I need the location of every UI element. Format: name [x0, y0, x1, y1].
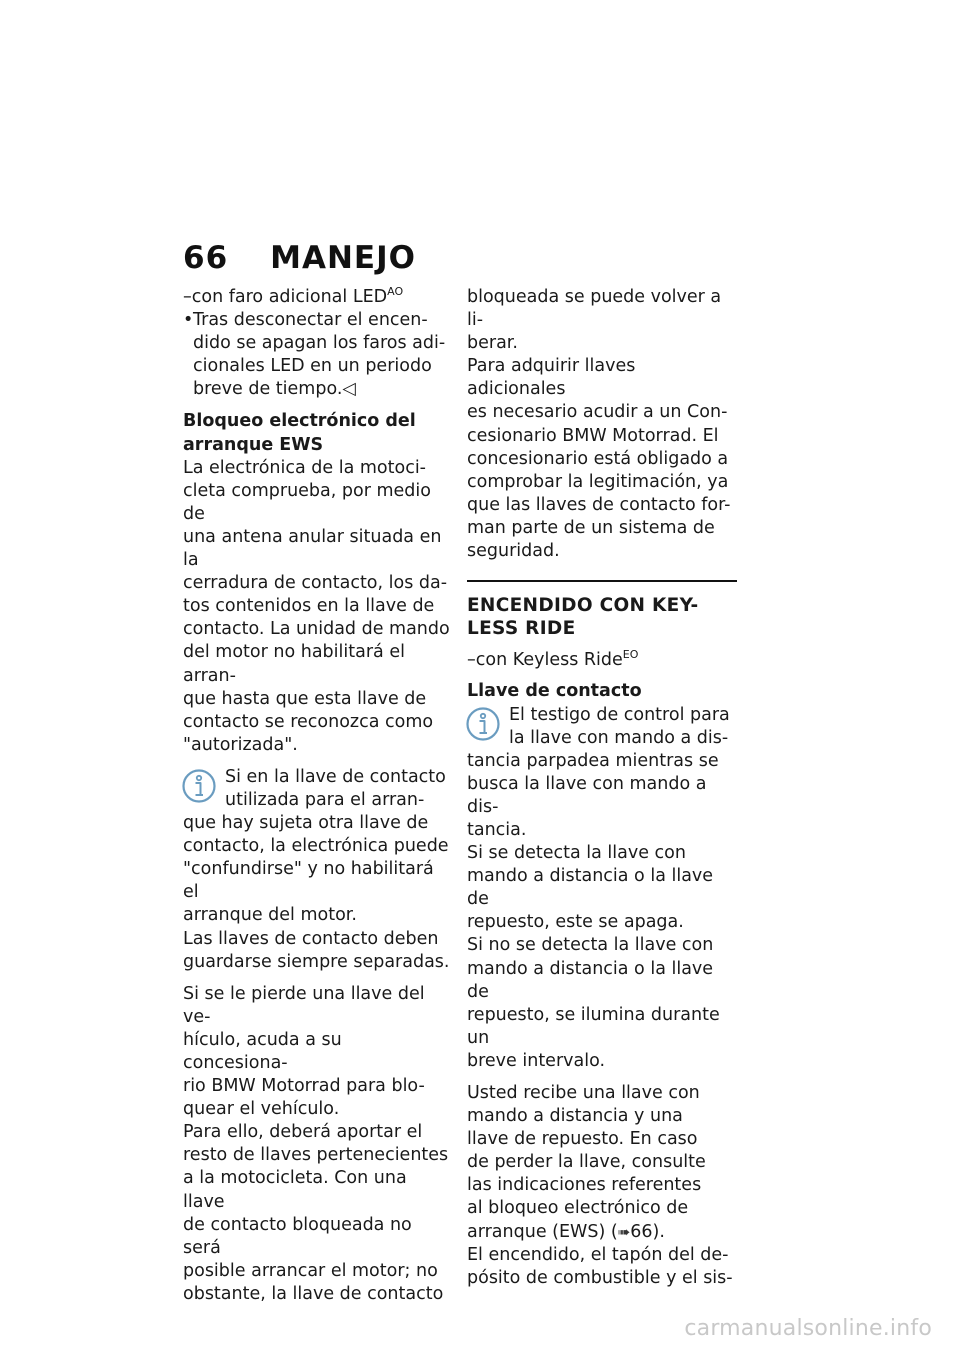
condition-code: EO [622, 648, 639, 662]
info-icon [465, 706, 503, 746]
page-number: 66 [183, 240, 229, 276]
watermark: carmanualsonline.info [684, 1316, 932, 1341]
paragraph-continued: bloqueada se puede volver a li- berar. Para adquirir llaves adicionales es necesario acudir a un Con- cesionario BMW Motorrad. El concesionario está obligado a comprobar la legitimación, ya que las llaves de contacto for- man parte de un sistema de seguridad. [467, 287, 731, 562]
note-text: Si en la llave de contacto utilizada para el arran- que hay sujeta otra llave de contacto, la electrónica puede "confundirse" y no habilitará el arranque del motor. Las llaves de contacto deben guardarse siempre separadas. [183, 766, 450, 972]
page-reference[interactable]: 66 [630, 1221, 653, 1242]
note-text: El testigo de control para la llave con mando a dis- tancia parpadea mientras se busca la llave con mando a dis- tancia. Si se detecta la llave con mando a distancia o la llave de repuesto, este se apaga. Si no se detecta la llave con mando a distancia o la llave de repuesto, se ilumina durante un breve intervalo. [467, 704, 730, 1071]
page-header [183, 240, 416, 276]
section-divider [467, 580, 737, 582]
bullet-item [183, 309, 451, 401]
paragraph-keys-received: Usted recibe una llave con mando a distancia y una llave de repuesto. En caso de perder la llave, consulte las indicaciones referentes al bloqueo electrónico de arranque (EWS) (➠66). [467, 1083, 706, 1242]
bullet-dot-icon: • [183, 310, 194, 331]
page-reference-arrow-icon: ➠ [617, 1222, 631, 1241]
subheading-llave: Llave de contacto [467, 681, 642, 702]
condition-code: AO [387, 285, 404, 299]
right-column [467, 286, 737, 1299]
paragraph-ews: La electrónica de la motoci- cleta comprueba, por medio de una antena anular situada en la cerradura de contacto, los da- tos contenidos en la llave de contacto. La unidad de mando del motor no habilitará el arran- que hasta que esta llave de contacto se reconozca como "autorizada". [183, 457, 450, 755]
info-icon [181, 768, 219, 808]
paragraph-lost-key: Si se le pierde una llave del ve- hículo, acuda a su concesiona- rio BMW Motorrad para blo- quear el vehículo. Para ello, deberá aportar el resto de llaves pertenecientes a la motocicleta. Con una llave de contacto bloqueada no será posible arrancar el motor; no obstante, la llave de contacto [183, 983, 449, 1304]
section-title: MANEJO [270, 240, 416, 276]
heading-keyless-ride: ENCENDIDO CON KEY- LESS RIDE [467, 595, 699, 640]
paragraph-ignition: El encendido, el tapón del de- pósito de combustible y el sis- [467, 1244, 733, 1288]
left-column [183, 286, 451, 1315]
subheading-ews: Bloqueo electrónico del arranque EWS [183, 411, 416, 455]
condition-line: –con faro adicional $LED^{AO}$ [183, 285, 404, 307]
bullet-text: Tras desconectar el encen- dido se apagan los faros adi- cionales LED en un periodo breve de tiempo.◁ [193, 310, 446, 400]
info-note [183, 766, 451, 974]
info-note [467, 704, 737, 1074]
condition-line: –con Keyless Ride$^{EO}$ [467, 648, 639, 671]
